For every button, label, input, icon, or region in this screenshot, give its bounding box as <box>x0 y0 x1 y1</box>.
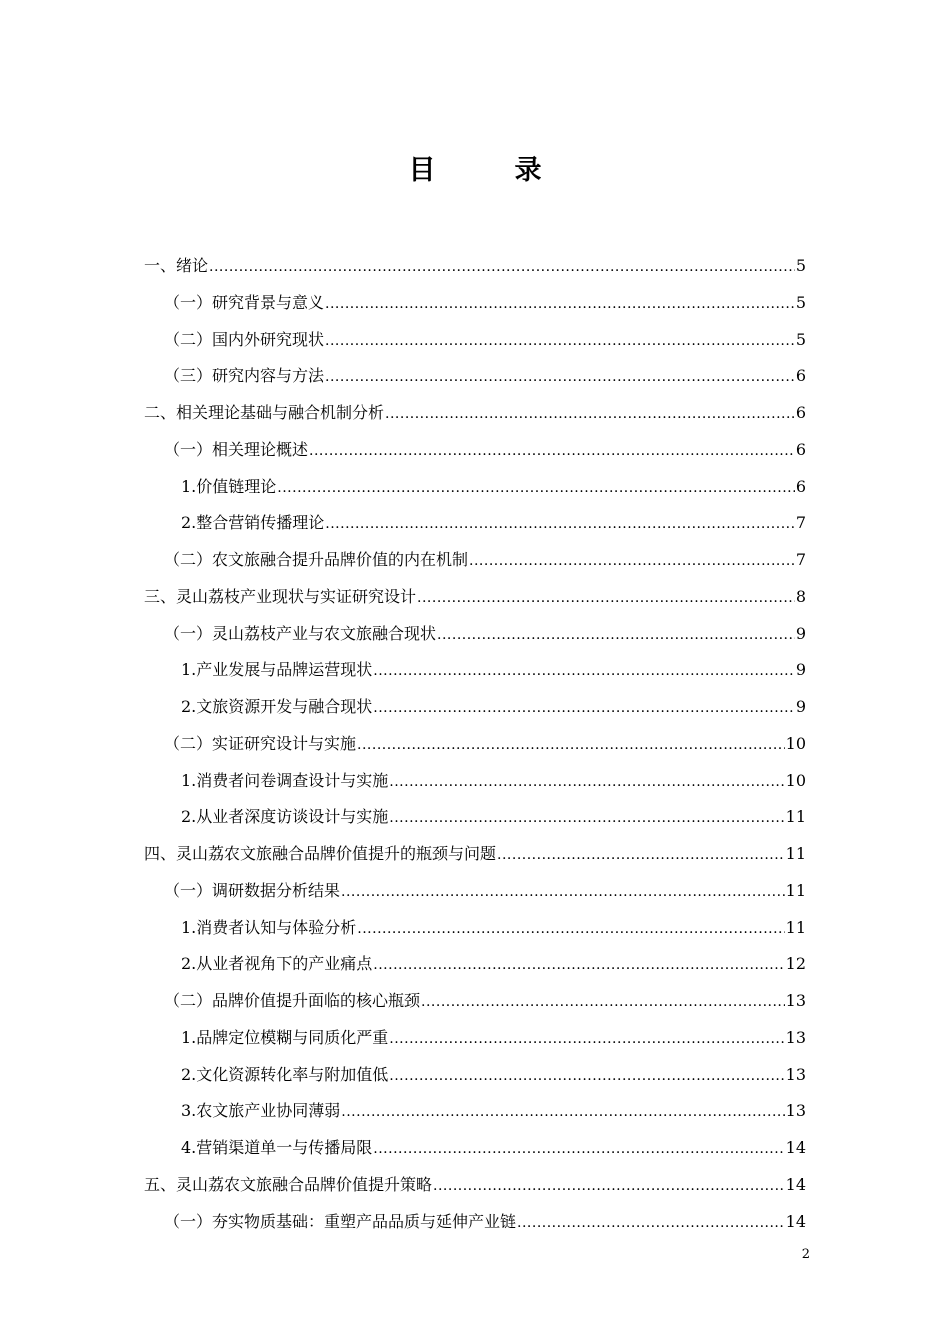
toc-entry[interactable] <box>144 910 806 947</box>
toc-entry[interactable] <box>144 1130 806 1167</box>
toc-entry[interactable] <box>144 946 806 983</box>
toc-dot-leader <box>517 1205 785 1242</box>
toc-entry[interactable] <box>144 763 806 800</box>
toc-dot-leader <box>357 911 784 948</box>
toc-entry[interactable] <box>144 285 806 322</box>
toc-dot-leader <box>421 984 785 1021</box>
toc-entry-label: 二、相关理论基础与融合机制分析 <box>144 403 385 422</box>
toc-entry[interactable] <box>144 983 806 1020</box>
page-title: 目 录 <box>408 155 568 186</box>
toc-entry-page: 11 <box>785 844 806 863</box>
toc-entry-label: 1.价值链理论 <box>181 476 277 496</box>
toc-dot-leader <box>437 617 795 654</box>
toc-dot-leader <box>357 727 785 764</box>
toc-entry-page: 14 <box>785 1211 806 1231</box>
toc-entry-label: 2.文化资源转化率与附加值低 <box>181 1064 389 1084</box>
toc-dot-leader <box>389 764 784 801</box>
toc-entry-page: 5 <box>795 329 806 349</box>
toc-dot-leader <box>341 1094 784 1131</box>
toc-dot-leader <box>469 543 795 580</box>
toc-entry-page: 11 <box>785 917 806 937</box>
toc-entry-page: 12 <box>785 954 806 974</box>
toc-dot-leader <box>209 249 795 286</box>
toc-entry-page: 7 <box>795 513 806 533</box>
toc-entry-label: （二）实证研究设计与实施 <box>164 733 357 753</box>
toc-entry-label: （二）农文旅融合提升品牌价值的内在机制 <box>164 550 469 569</box>
toc-entry-page: 11 <box>785 807 806 827</box>
table-of-contents <box>144 248 806 1240</box>
toc-entry-label: 三、灵山荔枝产业现状与实证研究设计 <box>144 586 417 606</box>
toc-entry-page: 13 <box>785 1027 806 1047</box>
toc-entry[interactable] <box>144 579 806 616</box>
toc-entry-label: 2.文旅资源开发与融合现状 <box>181 697 373 716</box>
toc-entry-page: 11 <box>785 880 806 900</box>
toc-dot-leader <box>309 433 795 470</box>
toc-entry[interactable] <box>144 689 806 726</box>
toc-entry[interactable] <box>144 248 806 285</box>
toc-entry-page: 10 <box>785 733 806 753</box>
toc-dot-leader <box>341 874 785 911</box>
toc-dot-leader <box>325 323 795 360</box>
toc-entry-page: 6 <box>795 476 806 496</box>
toc-entry[interactable] <box>144 395 806 432</box>
toc-entry-page: 10 <box>785 770 806 790</box>
toc-entry[interactable] <box>144 652 806 689</box>
toc-entry-page: 6 <box>795 366 806 386</box>
toc-entry-label: （一）调研数据分析结果 <box>164 880 341 900</box>
toc-entry-label: （二）品牌价值提升面临的核心瓶颈 <box>164 991 421 1010</box>
toc-entry-page: 13 <box>785 991 806 1010</box>
toc-entry[interactable] <box>144 726 806 763</box>
toc-entry-page: 13 <box>785 1064 806 1084</box>
toc-entry-page: 8 <box>795 586 806 606</box>
toc-entry-page: 6 <box>795 439 806 459</box>
toc-dot-leader <box>373 947 784 984</box>
toc-dot-leader <box>325 506 795 543</box>
toc-entry-page: 7 <box>795 550 806 569</box>
toc-entry[interactable] <box>144 432 806 469</box>
toc-entry-label: 2.从业者视角下的产业痛点 <box>181 954 373 974</box>
toc-entry[interactable] <box>144 358 806 395</box>
toc-entry[interactable] <box>144 873 806 910</box>
toc-entry[interactable] <box>144 1093 806 1130</box>
toc-entry-page: 6 <box>795 403 806 422</box>
page-number: 2 <box>801 1247 810 1262</box>
toc-entry[interactable] <box>144 505 806 542</box>
toc-dot-leader <box>433 1168 785 1205</box>
toc-dot-leader <box>385 396 795 433</box>
toc-entry[interactable] <box>144 1057 806 1094</box>
toc-entry-page: 9 <box>795 697 806 716</box>
toc-entry[interactable] <box>144 469 806 506</box>
toc-entry-label: （一）灵山荔枝产业与农文旅融合现状 <box>164 623 437 643</box>
toc-dot-leader <box>373 653 795 690</box>
toc-entry-label: （一）相关理论概述 <box>164 439 309 459</box>
toc-entry-label: 1.消费者认知与体验分析 <box>181 917 357 937</box>
toc-entry[interactable] <box>144 322 806 359</box>
toc-entry-label: （二）国内外研究现状 <box>164 329 325 349</box>
toc-entry-label: 1.产业发展与品牌运营现状 <box>181 660 373 680</box>
toc-entry-label: 五、灵山荔农文旅融合品牌价值提升策略 <box>144 1174 433 1194</box>
toc-entry-label: 1.品牌定位模糊与同质化严重 <box>181 1027 389 1047</box>
toc-entry-label: 4.营销渠道单一与传播局限 <box>181 1138 373 1157</box>
toc-dot-leader <box>417 580 795 617</box>
toc-entry-page: 9 <box>795 660 806 680</box>
toc-entry[interactable] <box>144 799 806 836</box>
toc-entry-page: 5 <box>795 256 806 275</box>
toc-entry[interactable] <box>144 616 806 653</box>
toc-dot-leader <box>277 470 795 507</box>
toc-dot-leader <box>373 690 795 727</box>
toc-entry-page: 14 <box>785 1174 806 1194</box>
toc-entry-label: 四、灵山荔农文旅融合品牌价值提升的瓶颈与问题 <box>144 844 497 863</box>
toc-dot-leader <box>325 286 795 323</box>
toc-entry[interactable] <box>144 1204 806 1241</box>
toc-entry-label: 1.消费者问卷调查设计与实施 <box>181 770 389 790</box>
toc-dot-leader <box>497 837 785 874</box>
toc-dot-leader <box>325 359 795 396</box>
toc-entry-label: 2.从业者深度访谈设计与实施 <box>181 807 389 827</box>
toc-dot-leader <box>389 1058 784 1095</box>
toc-entry-label: （一）夯实物质基础：重塑产品品质与延伸产业链 <box>164 1211 517 1231</box>
toc-entry[interactable] <box>144 542 806 579</box>
toc-entry-page: 9 <box>795 623 806 643</box>
toc-entry-label: （一）研究背景与意义 <box>164 292 325 312</box>
toc-entry[interactable] <box>144 836 806 873</box>
toc-entry-page: 5 <box>795 292 806 312</box>
toc-entry[interactable] <box>144 1167 806 1204</box>
toc-dot-leader <box>373 1131 784 1168</box>
toc-dot-leader <box>389 800 784 837</box>
toc-entry-page: 14 <box>785 1138 806 1157</box>
toc-entry-page: 13 <box>785 1101 806 1121</box>
toc-entry-label: 一、绪论 <box>144 256 209 275</box>
toc-entry[interactable] <box>144 1020 806 1057</box>
toc-entry-label: 2.整合营销传播理论 <box>181 513 325 533</box>
toc-entry-label: 3.农文旅产业协同薄弱 <box>181 1101 341 1121</box>
toc-dot-leader <box>389 1021 784 1058</box>
toc-entry-label: （三）研究内容与方法 <box>164 366 325 386</box>
